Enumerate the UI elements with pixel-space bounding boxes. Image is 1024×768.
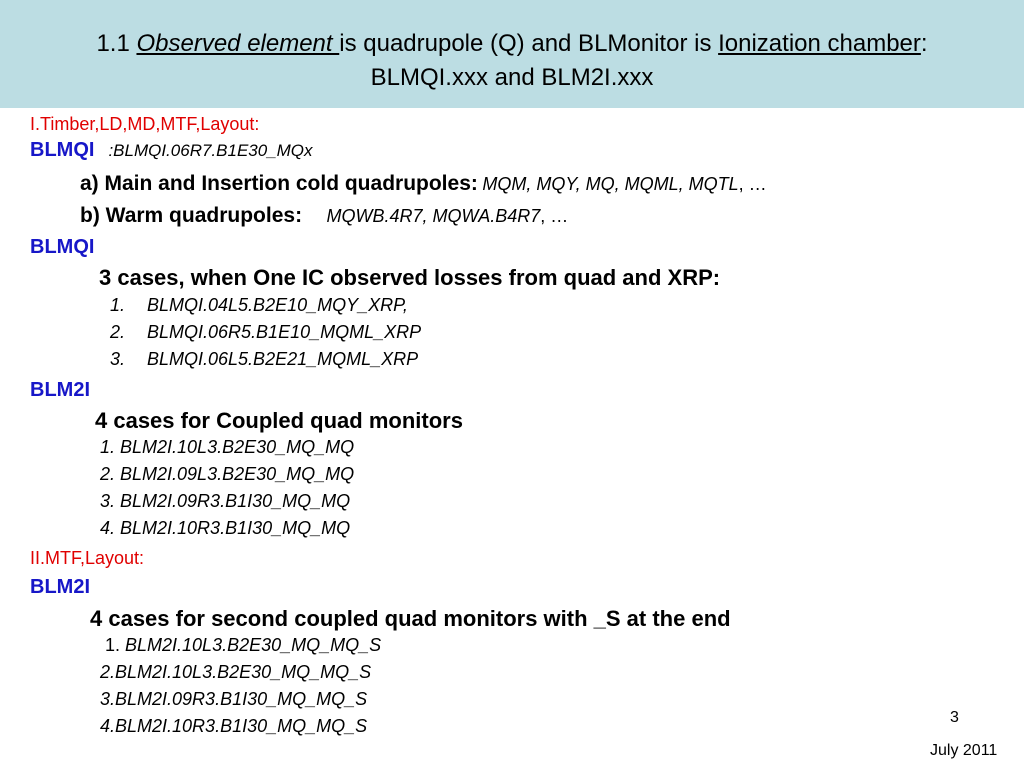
- slide-title-line2: BLMQI.xxx and BLM2I.xxx: [370, 64, 654, 91]
- warm-quads-label: b) Warm quadrupoles:: [80, 204, 303, 227]
- case-text: BLMQI.06L5.B2E21_MQML_XRP: [147, 349, 419, 369]
- second-item: 2.BLM2I.10L3.B2E30_MQ_MQ_S: [100, 662, 372, 682]
- case-item: [110, 322, 422, 343]
- second-coupled-title: 4 cases for second coupled quad monitors with _S at the end: [90, 606, 731, 631]
- case-number: 3.: [110, 349, 126, 369]
- case-number: 1.: [110, 295, 126, 315]
- blm2i-section-label: BLM2I: [30, 379, 90, 401]
- slide-title-line1: [0, 30, 1024, 58]
- blmqi-line: [30, 139, 313, 162]
- title-number: 1.1: [96, 30, 137, 57]
- blmqi-example: :BLMQI.06R7.B1E30_MQx: [108, 141, 313, 160]
- blm2i-second-label: BLM2I: [30, 576, 90, 598]
- case-item: [110, 295, 408, 316]
- cold-quads-label: a) Main and Insertion cold quadrupoles:: [80, 172, 478, 195]
- case-text: BLMQI.06R5.B1E10_MQML_XRP: [147, 322, 422, 342]
- second-item: 3.BLM2I.09R3.B1I30_MQ_MQ_S: [100, 689, 368, 709]
- coupled-title: 4 cases for Coupled quad monitors: [95, 408, 463, 433]
- warm-quads-tail: , …: [540, 206, 569, 226]
- coupled-item: 2. BLM2I.09L3.B2E30_MQ_MQ: [100, 464, 355, 484]
- title-middle: is quadrupole (Q) and BLMonitor is: [339, 30, 719, 57]
- second-item: [105, 635, 381, 656]
- title-ionization-chamber: Ionization chamber: [718, 30, 921, 57]
- footer-date: July 2011: [930, 742, 998, 759]
- section1-heading: I.Timber,LD,MD,MTF,Layout:: [30, 114, 260, 134]
- second-item-text: BLM2I.10L3.B2E30_MQ_MQ_S: [125, 635, 382, 655]
- page-number: 3: [950, 709, 959, 726]
- second-item: 4.BLM2I.10R3.B1I30_MQ_MQ_S: [100, 716, 368, 736]
- warm-quads-items: MQWB.4R7, MQWA.B4R7: [326, 206, 541, 226]
- slide-title-bar: [0, 0, 1024, 108]
- case-text: BLMQI.04L5.B2E10_MQY_XRP,: [147, 295, 408, 315]
- title-colon: :: [920, 30, 928, 57]
- case-number: 2.: [110, 322, 126, 342]
- second-item-number: 1.: [105, 635, 126, 655]
- blmqi-label: BLMQI: [30, 139, 95, 161]
- cold-quads-tail: , …: [738, 174, 767, 194]
- coupled-item: 3. BLM2I.09R3.B1I30_MQ_MQ: [100, 491, 351, 511]
- three-cases-title: 3 cases, when One IC observed losses from quad and XRP:: [99, 265, 721, 290]
- cold-quads-items: MQM, MQY, MQ, MQML, MQTL: [482, 174, 739, 194]
- cold-quads-line: [80, 172, 767, 196]
- section2-heading: II.MTF,Layout:: [30, 548, 145, 568]
- title-observed-element: Observed element: [136, 30, 340, 57]
- coupled-item: 4. BLM2I.10R3.B1I30_MQ_MQ: [100, 518, 351, 538]
- coupled-item: 1. BLM2I.10L3.B2E30_MQ_MQ: [100, 437, 355, 457]
- warm-quads-line: [80, 204, 568, 228]
- case-item: [110, 349, 419, 370]
- blmqi-section-label: BLMQI: [30, 236, 95, 258]
